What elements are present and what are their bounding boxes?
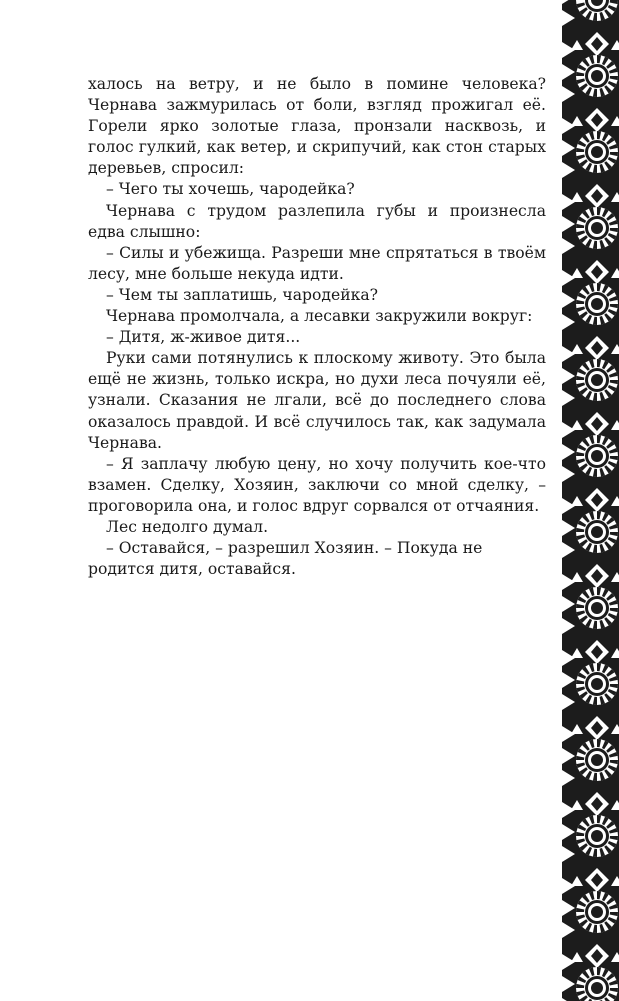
paragraph: – Оставайся, – разрешил Хозяин. – Покуда не родится дитя, оставайся. xyxy=(88,539,483,579)
folk-pattern-border xyxy=(562,0,619,1001)
paragraph: – Я заплачу любую цену, но хочу получить кое-что взамен. Сделку, Хозяин, заключи со мной сделку, – проговорила она, и голос вдруг сорвался от отчаяния. xyxy=(88,454,546,515)
paragraph: – Дитя, ж-живое дитя... xyxy=(106,328,301,347)
paragraph: Чернава с трудом разлепила губы и произнесла едва слышно: xyxy=(88,201,546,241)
ornament-sun-core xyxy=(591,70,603,82)
paragraph: Лес недолго думал. xyxy=(106,517,269,536)
paragraph: – Чего ты хочешь, чародейка? xyxy=(106,180,355,199)
paragraph: халось на ветру, и не было в помине человека? Чернава зажмурилась от боли, взгляд прожигал её. Горели ярко золотые глаза, пронзали насквозь, и голос гулкий, как ветер, и скрипучий, как стон старых деревьев, спросил: xyxy=(88,75,546,178)
ornament-sun-core xyxy=(591,374,603,386)
ornament-sun-core xyxy=(591,982,603,994)
ornament-sun-core xyxy=(591,830,603,842)
ornament-sun-core xyxy=(591,146,603,158)
page-text xyxy=(88,74,546,580)
ornament-sun-core xyxy=(591,450,603,462)
paragraph: Чернава промолчала, а лесавки закружили вокруг: xyxy=(106,307,533,326)
ornament-sun-core xyxy=(591,222,603,234)
ornament-sun-core xyxy=(591,678,603,690)
ornament-sun-core xyxy=(591,602,603,614)
paragraph: – Силы и убежища. Разреши мне спрятаться в твоём лесу, мне больше некуда идти. xyxy=(88,243,546,283)
ornament-sun-core xyxy=(591,298,603,310)
paragraph: – Чем ты заплатишь, чародейка? xyxy=(106,285,379,304)
ornament-sun-core xyxy=(591,526,603,538)
paragraph: Руки сами потянулись к плоскому животу. Это была ещё не жизнь, только искра, но духи леса почуяли её, узнали. Сказания не лгали, всё до последнего слова оказалось правдой. И всё случилось так, как задумала Чернава. xyxy=(88,349,546,452)
ornament-sun-core xyxy=(591,754,603,766)
ornament-sun-core xyxy=(591,906,603,918)
